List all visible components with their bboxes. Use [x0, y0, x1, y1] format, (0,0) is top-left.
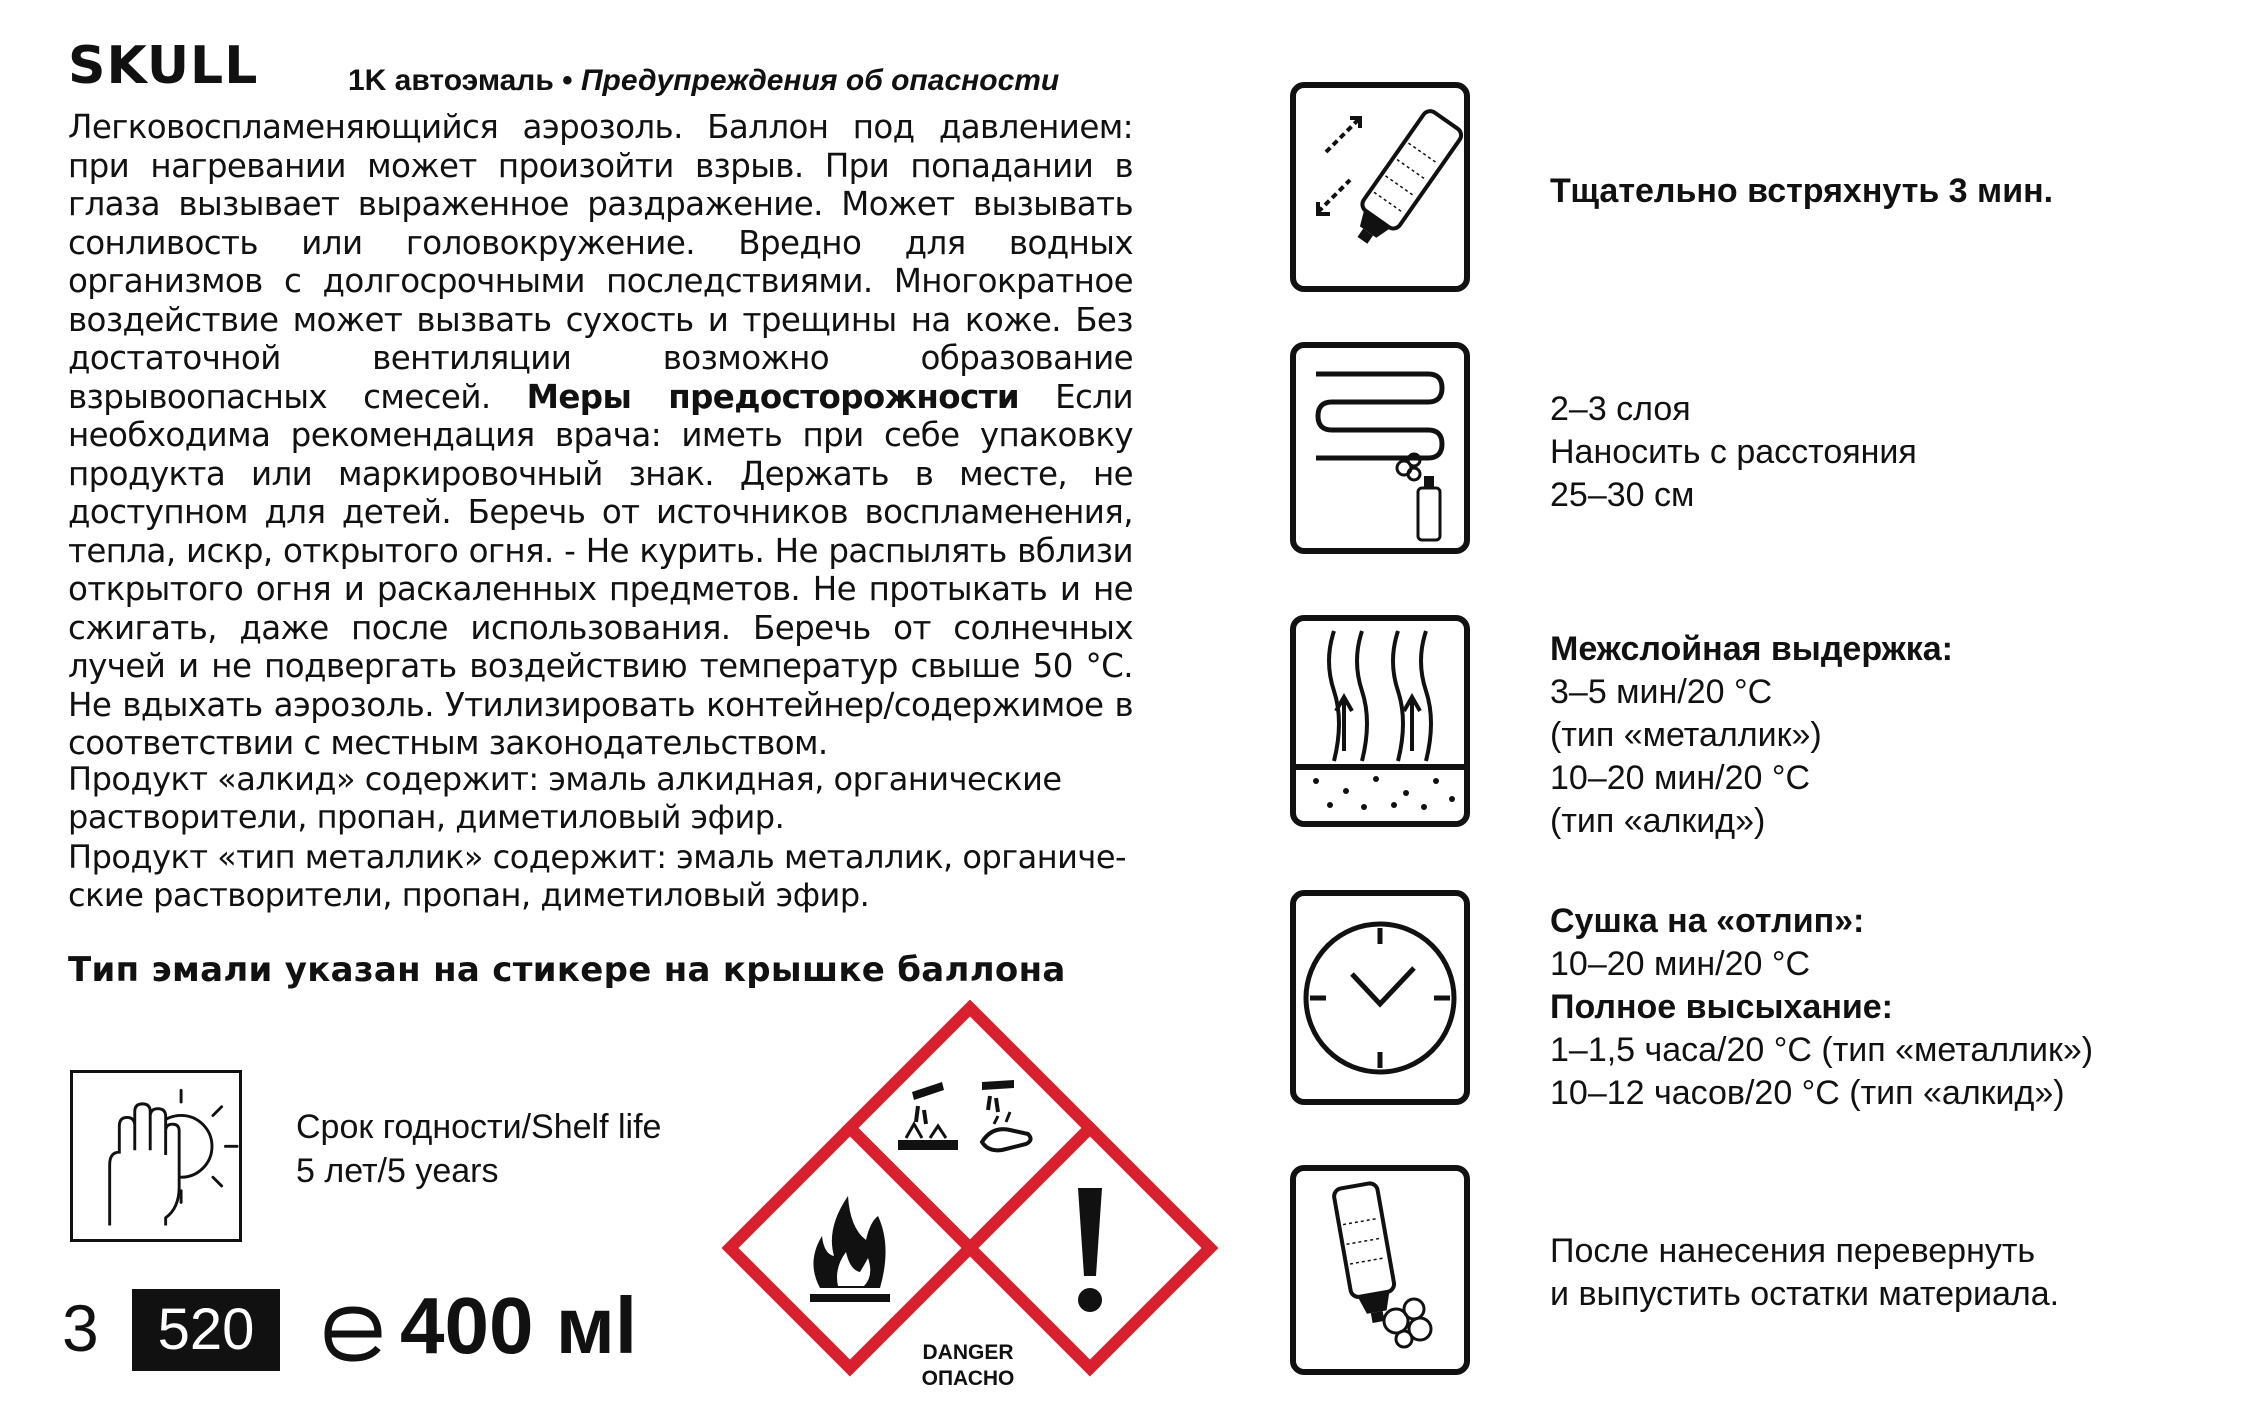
precautions-heading: Меры предосторожности [526, 377, 1020, 416]
shelf-life [296, 1105, 661, 1193]
instr-full-dry-alkyd: 10–12 часов/20 °С (тип «алкид») [1550, 1074, 2065, 1112]
danger-en: DANGER [922, 1341, 1014, 1364]
instr-purge [1550, 1230, 2059, 1316]
instr-flash-off-alkyd-label: (тип «алкид») [1550, 802, 1766, 840]
shake-can-icon [1290, 82, 1470, 292]
instr-purge-line1: После нанесения перевернуть [1550, 1232, 2036, 1270]
instr-flash-off-metallic-label: (тип «металлик») [1550, 716, 1822, 754]
subtitle [348, 64, 1059, 98]
instr-full-dry-heading: Полное высыхание: [1550, 988, 1893, 1026]
product-code-prefix: 3 [62, 1291, 99, 1365]
instr-full-dry-metallic: 1–1,5 часа/20 °С (тип «металлик») [1550, 1031, 2094, 1069]
flash-off-icon [1290, 615, 1470, 827]
instr-drying [1550, 900, 2093, 1115]
clock-icon [1290, 890, 1470, 1105]
instr-tack-free-time: 10–20 мин/20 °С [1550, 945, 1810, 983]
estimated-sign-icon [318, 1296, 388, 1366]
shelf-life-value: 5 лет/5 years [296, 1152, 499, 1190]
volume: 400 мl [400, 1281, 638, 1370]
invert-can-icon [1290, 1165, 1470, 1375]
subtitle-product: 1K автоэмаль • [348, 64, 573, 97]
shelf-life-label: Срок годности/Shelf life [296, 1108, 662, 1146]
subtitle-hazard: Предупреждения об опасности [580, 64, 1060, 97]
enamel-type-note: Тип эмали указан на стикере на крышке баллона [68, 950, 1066, 990]
instr-layers-distance-label: Наносить с расстояния [1550, 433, 1917, 471]
instr-shake [1550, 170, 2053, 213]
precautions-text: Если необходима рекомендация врача: иметь при себе упаковку продукта или маркировочный знак. Держать в месте, не доступном для детей. Беречь от источников воспламенения, тепла, искр, открытого огня. - Не курить. Не распылять вблизи открытого огня и раскаленных предметов. Не протыкать и не сжигать, даже после использования. Беречь от солнечных лучей и не подвергать воздействию температур свыше 50 °С. Не вдыхать аэрозоль. Утилизировать контейнер/содержимое в соответствии с местным законодательством. [68, 377, 1133, 762]
ghs-signal-word [918, 1340, 1018, 1392]
instr-flash-off-alkyd-time: 10–20 мин/20 °С [1550, 759, 1810, 797]
instr-layers-count: 2–3 слоя [1550, 390, 1691, 428]
instr-shake-text: Тщательно встряхнуть 3 мин. [1550, 172, 2054, 210]
ingredients-metallic: Продукт «тип металлик» содержит: эмаль металлик, органиче-ские растворители, пропан, диметиловый эфир. [68, 838, 1127, 914]
hazard-warnings [68, 108, 1133, 763]
spray-layers-icon [1290, 342, 1470, 554]
hazard-text: Легковоспламеняющийся аэрозоль. Баллон под давлением: при нагревании может произойти взрыв. При попадании в глаза вызывает выраженное раздражение. Может вызывать сонливость или головокружение. Вредно для водных организмов с долгосрочными последствиями. Многократное воздействие может вызвать сухость и трещины на коже. Без достаточной вентиляции возможно образование взрывоопасных смесей. [68, 108, 1133, 416]
instr-flash-off-heading: Межслойная выдержка: [1550, 630, 1954, 668]
instr-flash-off-metallic-time: 3–5 мин/20 °С [1550, 673, 1773, 711]
instr-layers-distance: 25–30 см [1550, 476, 1695, 514]
instr-flash-off [1550, 628, 1953, 843]
ingredients-alkyd: Продукт «алкид» содержит: эмаль алкидная, органические растворители, пропан, диметиловый эфир. [68, 760, 1062, 836]
shelf-life-icon [70, 1070, 242, 1242]
instr-tack-free-heading: Сушка на «отлип»: [1550, 902, 1865, 940]
product-code-number: 520 [132, 1289, 280, 1371]
danger-ru: ОПАСНО [921, 1367, 1015, 1390]
brand-title: SKULL [68, 36, 259, 96]
instr-layers [1550, 388, 1917, 517]
instr-purge-line2: и выпустить остатки материала. [1550, 1275, 2060, 1313]
